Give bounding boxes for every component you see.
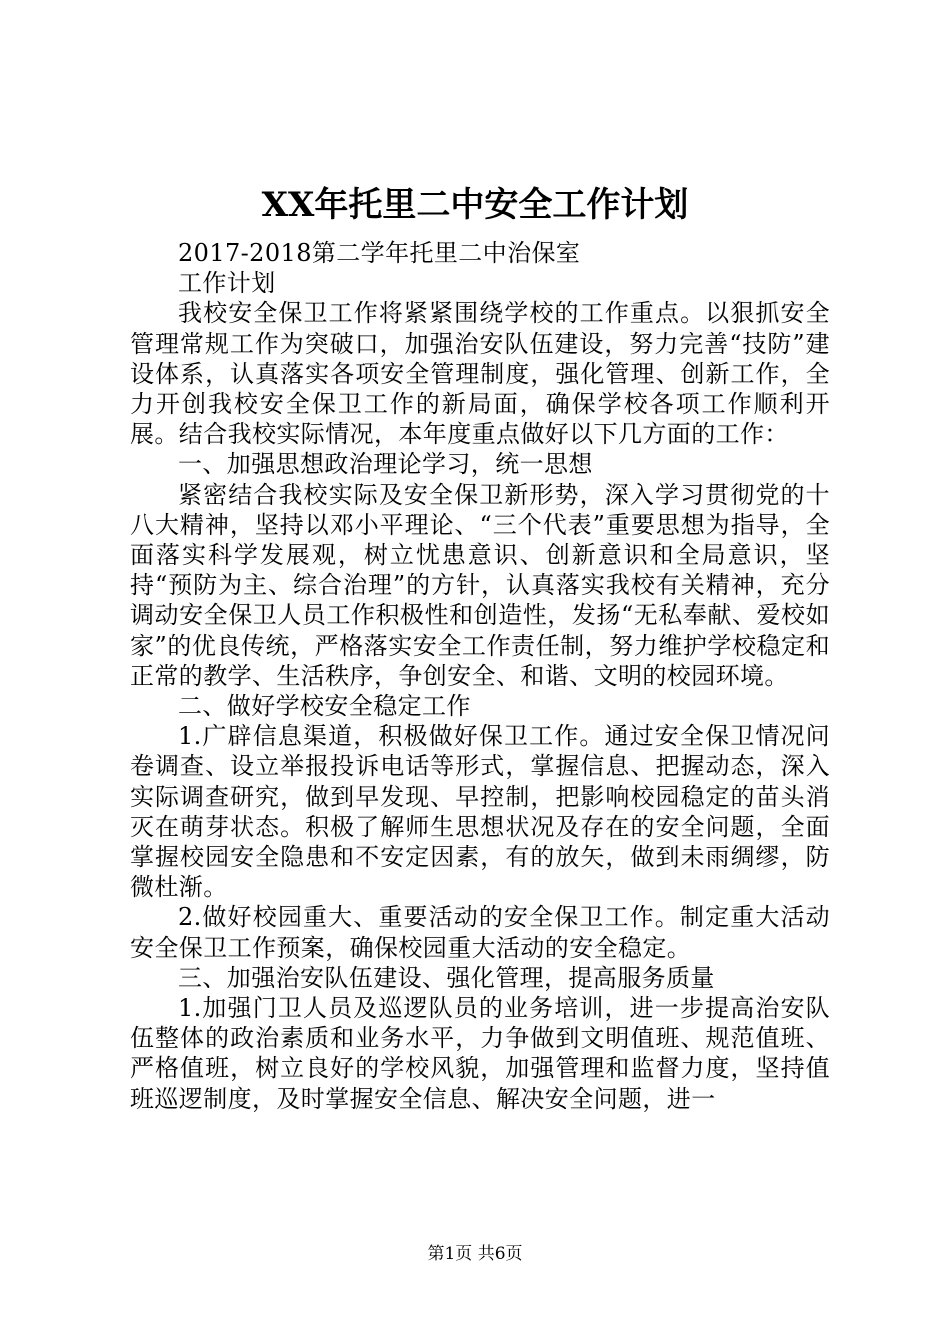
section-heading-3: 三、加强治安队伍建设、强化管理，提高服务质量 — [178, 963, 715, 992]
document-title: XX年托里二中安全工作计划 — [261, 185, 689, 225]
section-heading-1: 一、加强思想政治理论学习，统一思想 — [178, 450, 593, 479]
document-body — [130, 238, 830, 1114]
paragraph-subtitle-2: 工作计划 — [178, 269, 276, 298]
paragraph-section-2-item-2: 2.做好校园重大、重要活动的安全保卫工作。制定重大活动安全保卫工作预案，确保校园重大活动的安全稳定。 — [130, 903, 830, 962]
paragraph-section-3-item-1: 1.加强门卫人员及巡逻队员的业务培训，进一步提高治安队伍整体的政治素质和业务水平，力争做到文明值班、规范值班、严格值班，树立良好的学校风貌，加强管理和监督力度，坚持值班巡逻制度，及时掌握安全信息、解决安全问题，进一 — [130, 994, 830, 1113]
paragraph-intro: 我校安全保卫工作将紧紧围绕学校的工作重点。以狠抓安全管理常规工作为突破口，加强治安队伍建设，努力完善“技防”建设体系，认真落实各项安全管理制度，强化管理、创新工作，全力开创我校安全保卫工作的新局面，确保学校各项工作顺利开展。结合我校实际情况，本年度重点做好以下几方面的工作： — [130, 299, 830, 449]
paragraph-section-2-item-1: 1.广辟信息渠道，积极做好保卫工作。通过安全保卫情况问卷调查、设立举报投诉电话等形式，掌握信息、把握动态，深入实际调查研究，做到早发现、早控制，把影响校园稳定的苗头消灭在萌芽状态。积极了解师生思想状况及存在的安全问题，全面掌握校园安全隐患和不安定因素，有的放矢，做到未雨绸缪，防微杜渐。 — [130, 722, 830, 902]
paragraph-section-1: 紧密结合我校实际及安全保卫新形势，深入学习贯彻党的十八大精神，坚持以邓小平理论、“三个代表”重要思想为指导，全面落实科学发展观，树立忧患意识、创新意识和全局意识，坚持“预防为主、综合治理”的方针，认真落实我校有关精神，充分调动安全保卫人员工作积极性和创造性，发扬“无私奉献、爱校如家”的优良传统，严格落实安全工作责任制，努力维护学校稳定和正常的教学、生活秩序，争创安全、和谐、文明的校园环境。 — [130, 480, 830, 690]
paragraph-subtitle: 2017-2018第二学年托里二中治保室 — [178, 239, 581, 267]
page-footer: 第1页 共6页 — [427, 1244, 523, 1264]
section-heading-2: 二、做好学校安全稳定工作 — [178, 692, 471, 721]
